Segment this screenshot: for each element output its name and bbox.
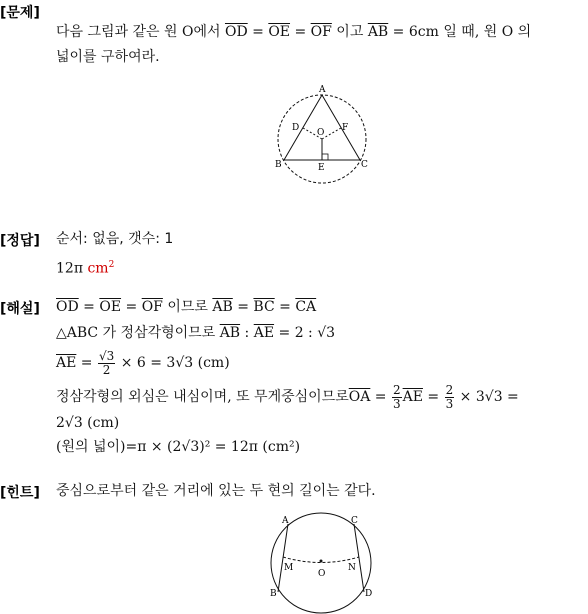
segment-bc: $\overline{BC}$ (253, 299, 275, 315)
point-o: O (317, 128, 325, 138)
point-e: E (318, 163, 325, 173)
fraction-numerator: 2 (445, 382, 454, 397)
explanation-text: = 2 : √3 (274, 325, 336, 341)
chord-ab (278, 524, 288, 592)
figure-equal-chords (262, 508, 382, 614)
hint-label: [힌트] (0, 485, 40, 501)
answer-label: [정답] (0, 233, 40, 249)
answer-unit-exponent: 2 (108, 260, 115, 270)
problem-line-1 (56, 22, 531, 42)
equals: = (290, 24, 311, 40)
problem-text: 이고 (331, 24, 368, 40)
point-m: M (284, 563, 294, 573)
fraction (98, 350, 115, 377)
figure-circle-triangle (268, 82, 378, 192)
segment-of: $\overline{OF}$ (310, 24, 332, 40)
explanation-line-4: 정삼각형의 외심은 내심이며, 또 무게중심이므로$\overline{OA}$ = $\frac{2}{3}$ $\overline{AE}$ = $\frac{2}{3}$ × 3√3 = (56, 382, 519, 411)
answer-unit: cm (87, 260, 109, 277)
segment-ae: $\overline{AE}$ (56, 355, 77, 371)
segment-ca: $\overline{CA}$ (295, 299, 317, 315)
fraction (445, 384, 455, 411)
point-c: C (351, 516, 358, 526)
point-d: D (292, 123, 300, 133)
problem-text: = 6cm 일 때, 원 O 의 (388, 24, 532, 40)
problem-line-2: 넓이를 구하여라. (56, 49, 160, 65)
problem-text: 다음 그림과 같은 원 O에서 (56, 24, 225, 40)
explanation-label: [해설] (0, 301, 40, 317)
center-dot (320, 560, 323, 563)
explanation-line-3: $\overline{AE}$ = $\frac{√3}{2}$ × 6 = 3√3 (cm) (56, 348, 230, 377)
fraction-denominator: 2 (102, 362, 111, 377)
point-a: A (282, 516, 289, 526)
answer-value-line (56, 255, 114, 279)
fraction-denominator: 3 (445, 396, 454, 411)
explanation-text: : (240, 325, 254, 341)
point-n: N (348, 563, 356, 573)
point-b: B (275, 160, 282, 170)
hint-text: 중심으로부터 같은 거리에 있는 두 현의 길이는 같다. (56, 483, 376, 499)
equals: = (247, 24, 269, 40)
problem-label: [문제] (0, 5, 40, 21)
fraction-numerator: √3 (98, 348, 115, 363)
answer-line-1: 순서: 없음, 갯수: 1 (56, 231, 174, 247)
fraction-numerator: 2 (392, 382, 401, 397)
segment-ae: $\overline{AE}$ (402, 389, 423, 405)
explanation-line-6: (원의 넓이)=π × (2√3)² = 12π (cm²) (56, 439, 301, 455)
chord-cd (354, 524, 364, 592)
explanation-line-5: 2√3 (cm) (56, 415, 120, 431)
segment-of-line (322, 128, 341, 139)
fraction-denominator: 3 (392, 396, 401, 411)
segment-ab: $\overline{AB}$ (212, 299, 233, 315)
segment-ae: $\overline{AE}$ (253, 325, 275, 341)
segment-od: $\overline{OD}$ (224, 24, 248, 40)
right-angle-mark (322, 154, 328, 160)
explanation-text: 정삼각형의 외심은 내심이며, 또 무게중심이므로 (56, 389, 349, 405)
point-o: O (318, 569, 326, 579)
answer-value: 12π (56, 260, 84, 277)
explanation-text: × 6 = 3√3 (cm) (116, 355, 230, 371)
point-c: C (361, 160, 368, 170)
segment-oe: $\overline{OE}$ (268, 24, 291, 40)
segment-od: $\overline{OD}$ (56, 299, 79, 315)
explanation-text: △ABC 가 정삼각형이므로 (56, 325, 220, 341)
point-f: F (342, 123, 349, 133)
point-b: B (270, 589, 277, 599)
point-a: A (319, 85, 326, 95)
explanation-text: × 3√3 = (455, 389, 519, 405)
segment-oe: $\overline{OE}$ (99, 299, 122, 315)
explanation-text: 이므로 (162, 299, 213, 315)
explanation-line-1: $\overline{OD} = \overline{OE} = \overline{OF}$ 이므로 $\overline{AB} = \overline{BC} = \overline{CA}$ (56, 299, 317, 315)
fraction (392, 384, 402, 411)
point-d: D (365, 589, 373, 599)
explanation-line-2 (56, 323, 335, 343)
segment-of: $\overline{OF}$ (141, 299, 163, 315)
segment-ab: $\overline{AB}$ (219, 325, 241, 341)
segment-ab: $\overline{AB}$ (367, 24, 389, 40)
segment-oa: $\overline{OA}$ (348, 389, 371, 405)
